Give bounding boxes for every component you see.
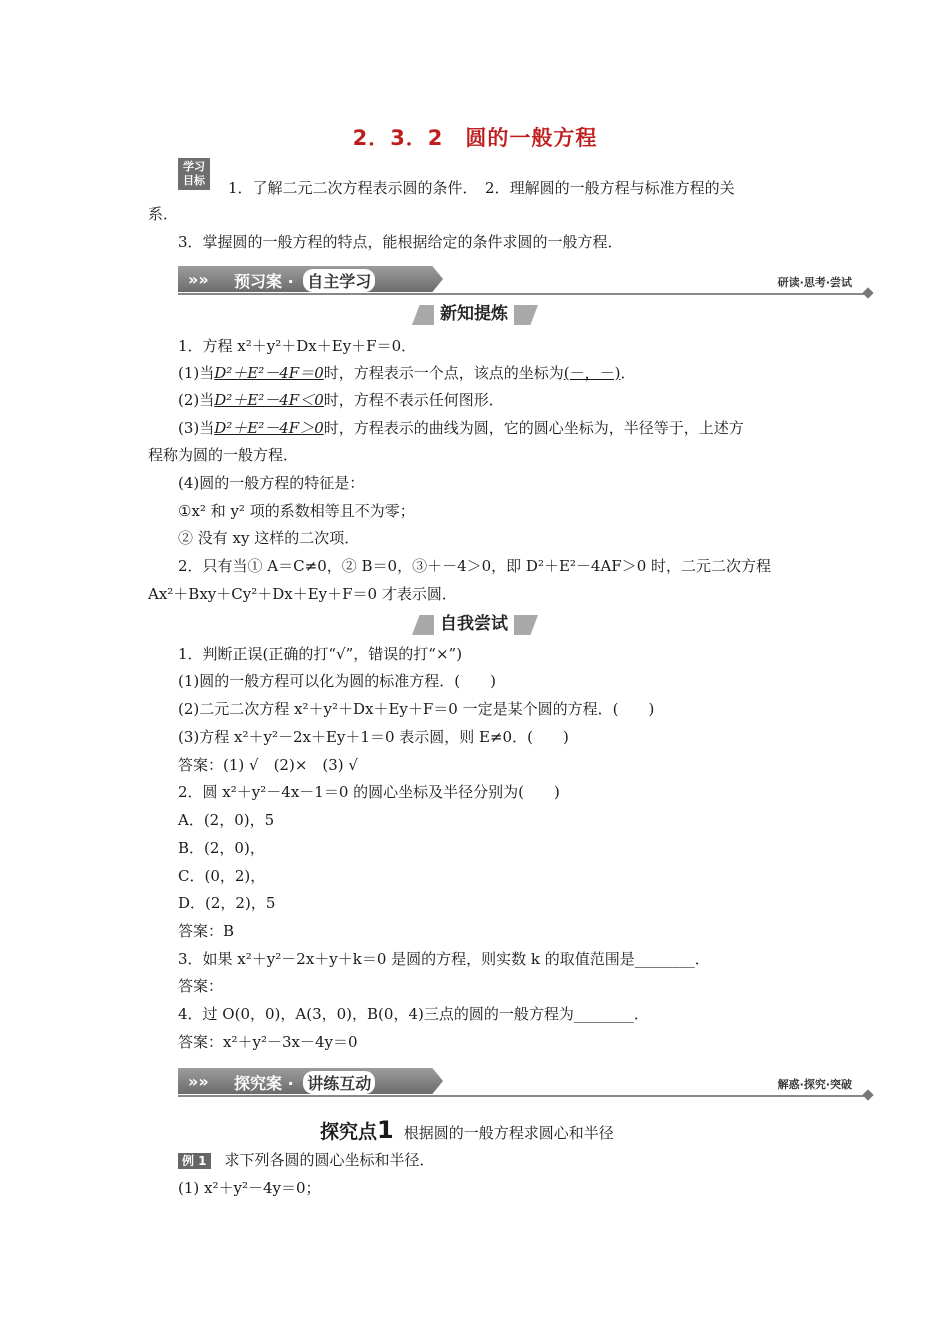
text: (2)当 [178, 391, 215, 409]
badge-line-2: 目标 [183, 174, 205, 187]
explore-desc: 根据圆的一般方程求圆心和半径 [403, 1124, 614, 1142]
text: (3)当 [178, 419, 215, 437]
example-badge: 例 1 [178, 1153, 211, 1169]
try-line-2: (1)圆的一般方程可以化为圆的标准方程．( ) [178, 672, 496, 690]
banner-rule [178, 1095, 868, 1097]
explore-num: 1 [377, 1116, 394, 1144]
blank-answer: D²＋E²－4F＝0 [214, 364, 324, 382]
diamond-icon [862, 1089, 873, 1100]
blank-answer: D²＋E²－4F＞0 [214, 419, 324, 437]
banner-label: 预习案 · 自主学习 [234, 269, 375, 292]
blank-answer: (－，－) [563, 364, 621, 382]
try-line-15: 答案：x²＋y²－3x－4y＝0 [178, 1033, 358, 1051]
text: (1)当 [178, 364, 215, 382]
try-option-c: C．(0，2)， [178, 867, 266, 885]
subheading-text: 自我尝试 [434, 612, 514, 636]
double-chevron-icon: »» [188, 270, 209, 289]
try-line-14: 4．过 O(0，0)，A(3，0)，B(0，4)三点的圆的一般方程为________． [178, 1005, 649, 1023]
banner-label: 探究案 · 讲练互动 [234, 1071, 375, 1094]
know-line-10: Ax²＋Bxy＋Cy²＋Dx＋Ey＋F＝0 才表示圆． [148, 585, 457, 603]
explore-head: 探究点 [320, 1121, 378, 1143]
text: 时，方程表示一个点，该点的坐标为 [323, 364, 564, 382]
learning-goal-badge [178, 158, 210, 190]
banner-tag: 研读·思考·尝试 [777, 276, 852, 289]
badge-line-1: 学习 [183, 160, 205, 173]
goal-line-1: 1．了解二元二次方程表示圆的条件． 2．理解圆的一般方程与标准方程的关 [228, 179, 735, 197]
know-line-5: 程称为圆的一般方程． [148, 446, 299, 464]
know-line-6: (4)圆的一般方程的特征是： [178, 474, 365, 492]
try-line-13: 答案： [178, 977, 224, 995]
try-line-1: 1．判断正误(正确的打“√”，错误的打“×”) [178, 645, 463, 663]
know-line-3 [178, 390, 504, 410]
banner-rule [178, 293, 868, 295]
know-line-2 [178, 363, 636, 383]
try-option-b: B．(2，0)， [178, 839, 265, 857]
subheading-self-try [412, 612, 542, 638]
subheading-new-knowledge [412, 302, 542, 328]
text: 时，方程表示的曲线为圆，它的圆心坐标为，半径等于，上述方 [323, 419, 744, 437]
banner-tag: 解惑·探究·突破 [777, 1078, 852, 1091]
banner-label-text: 预习案 [234, 272, 283, 291]
know-line-1: 1．方程 x²＋y²＋Dx＋Ey＋F＝0． [178, 337, 417, 355]
know-line-7: ①x² 和 y² 项的系数相等且不为零； [178, 502, 415, 520]
example-1 [178, 1150, 435, 1170]
know-line-8: ② 没有 xy 这样的二次项． [178, 529, 360, 547]
explore-point-heading [320, 1116, 614, 1144]
example-item-1: (1) x²＋y²－4y＝0； [178, 1179, 321, 1197]
goal-line-1-cont: 系． [148, 205, 179, 223]
banner-label-text: 探究案 [234, 1074, 283, 1093]
try-option-d: D．(2，2)，5 [178, 894, 276, 912]
diamond-icon [862, 287, 873, 298]
section-banner-explore [178, 1068, 868, 1098]
example-text: 求下列各圆的圆心坐标和半径． [224, 1151, 435, 1169]
try-line-3: (2)二元二次方程 x²＋y²＋Dx＋Ey＋F＝0 一定是某个圆的方程．( ) [178, 700, 655, 718]
explore-point-label [320, 1116, 394, 1144]
section-banner-preview [178, 266, 868, 296]
double-chevron-icon: »» [188, 1072, 209, 1091]
try-line-6: 2．圆 x²＋y²－4x－1＝0 的圆心坐标及半径分别为( ) [178, 783, 560, 801]
banner-label-2: 讲练互动 [303, 1071, 375, 1094]
banner-label-2: 自主学习 [303, 269, 375, 292]
try-line-4: (3)方程 x²＋y²－2x＋Ey＋1＝0 表示圆，则 E≠0．( ) [178, 728, 569, 746]
page-title: 2．3．2 圆的一般方程 [352, 126, 598, 150]
text: ． [620, 364, 636, 382]
subheading-text: 新知提炼 [434, 302, 514, 326]
try-option-a: A．(2，0)，5 [178, 811, 275, 829]
know-line-9: 2．只有当① A＝C≠0，② B＝0，③＋－4＞0，即 D²＋E²－4AF＞0 时，二元二次方程 [178, 557, 772, 575]
try-line-12: 3．如果 x²＋y²－2x＋y＋k＝0 是圆的方程，则实数 k 的取值范围是________． [178, 950, 710, 968]
try-line-5: 答案：(1) √ (2)× (3) √ [178, 756, 358, 774]
goal-line-2: 3．掌握圆的一般方程的特点，能根据给定的条件求圆的一般方程． [178, 233, 623, 251]
know-line-4 [178, 418, 744, 438]
blank-answer: D²＋E²－4F＜0 [214, 391, 324, 409]
try-line-11: 答案：B [178, 922, 235, 940]
text: 时，方程不表示任何图形． [323, 391, 504, 409]
